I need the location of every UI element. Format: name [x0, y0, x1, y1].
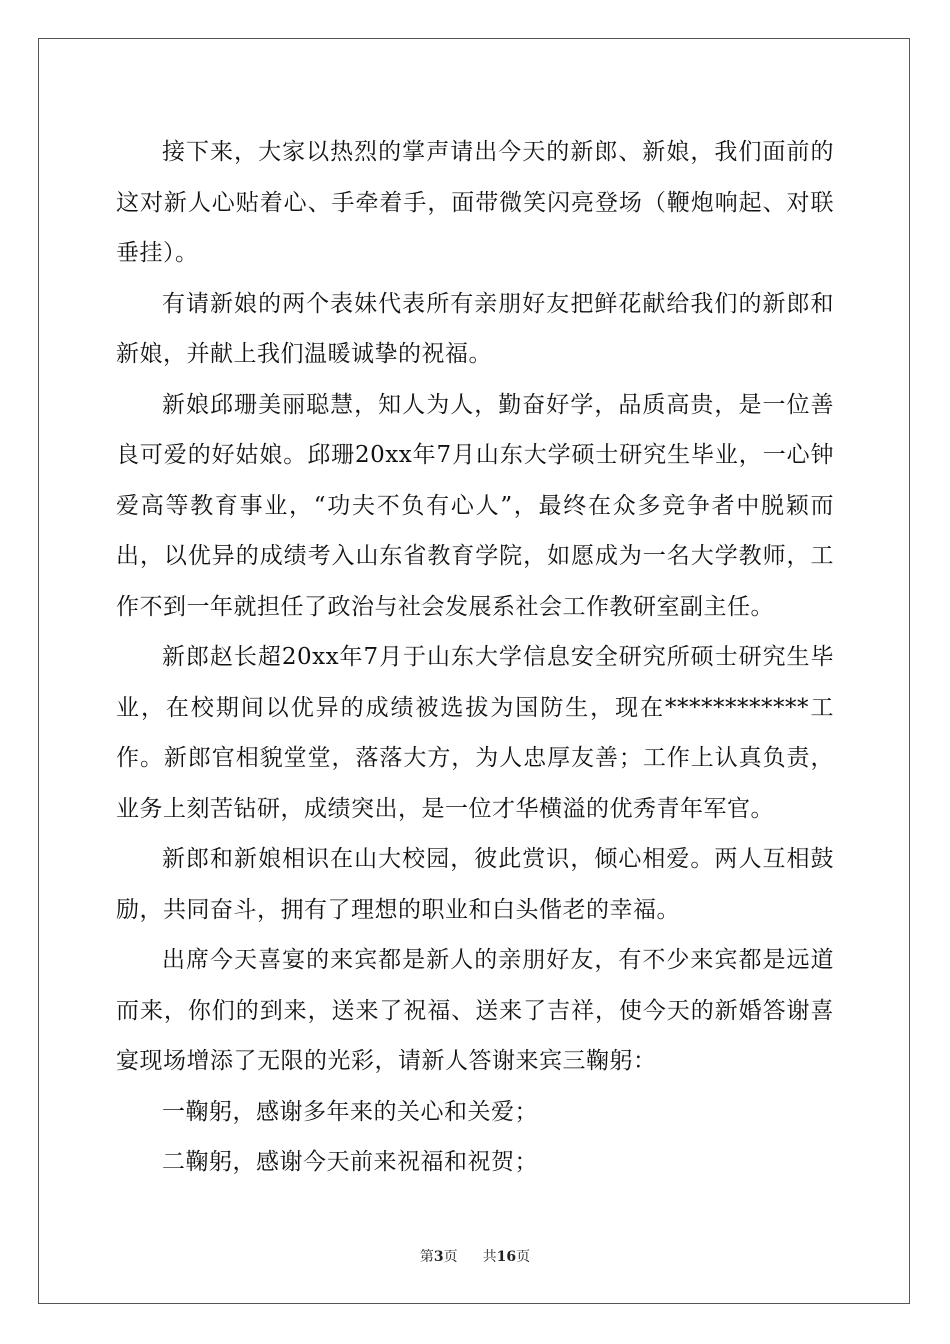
paragraph: 有请新娘的两个表妹代表所有亲朋好友把鲜花献给我们的新郎和新娘，并献上我们温暖诚挚的祝福。 — [116, 290, 834, 367]
page-prefix: 第 — [419, 1249, 434, 1265]
paragraph: 新娘邱珊美丽聪慧，知人为人，勤奋好学，品质高贵，是一位善良可爱的好姑娘。邱珊20xx年7月山东大学硕士研究生毕业，一心钟爱高等教育事业，“功夫不负有心人”，最终在众多竞争者中脱颖而出，以优异的成绩考入山东省教育学院，如愿成为一名大学教师，工作不到一年就担任了政治与社会发展系社会工作教研室副主任。 — [116, 391, 834, 620]
page-suffix: 页 — [443, 1249, 458, 1265]
document-body — [116, 127, 834, 1188]
current-page: 3 — [433, 1249, 444, 1265]
total-suffix: 页 — [516, 1249, 531, 1265]
paragraph: 出席今天喜宴的来宾都是新人的亲朋好友，有不少来宾都是远道而来，你们的到来，送来了祝福、送来了吉祥，使今天的新婚答谢喜宴现场增添了无限的光彩，请新人答谢来宾三鞠躬： — [116, 947, 834, 1074]
total-prefix: 共 — [482, 1249, 497, 1265]
paragraph: 新郎和新娘相识在山大校园，彼此赏识，倾心相爱。两人互相鼓励，共同奋斗，拥有了理想的职业和白头偕老的幸福。 — [116, 846, 834, 923]
paragraph: 接下来，大家以热烈的掌声请出今天的新郎、新娘，我们面前的这对新人心贴着心、手牵着手，面带微笑闪亮登场（鞭炮响起、对联垂挂）。 — [116, 139, 834, 266]
paragraph: 一鞠躬，感谢多年来的关心和关爱； — [162, 1098, 538, 1125]
page-number — [420, 1246, 458, 1266]
paragraph: 二鞠躬，感谢今天前来祝福和祝贺； — [162, 1149, 538, 1175]
paragraph: 新郎赵长超20xx年7月于山东大学信息安全研究所硕士研究生毕业，在校期间以优异的成绩被选拔为国防生，现在************工作。新郎官相貌堂堂，落落大方，为人忠厚友善；工作上认真负责，业务上刻苦钻研，成绩突出，是一位才华横溢的优秀青年军官。 — [116, 644, 834, 822]
total-pages: 16 — [496, 1249, 517, 1265]
page-total — [483, 1246, 530, 1266]
page-footer — [0, 1246, 950, 1266]
